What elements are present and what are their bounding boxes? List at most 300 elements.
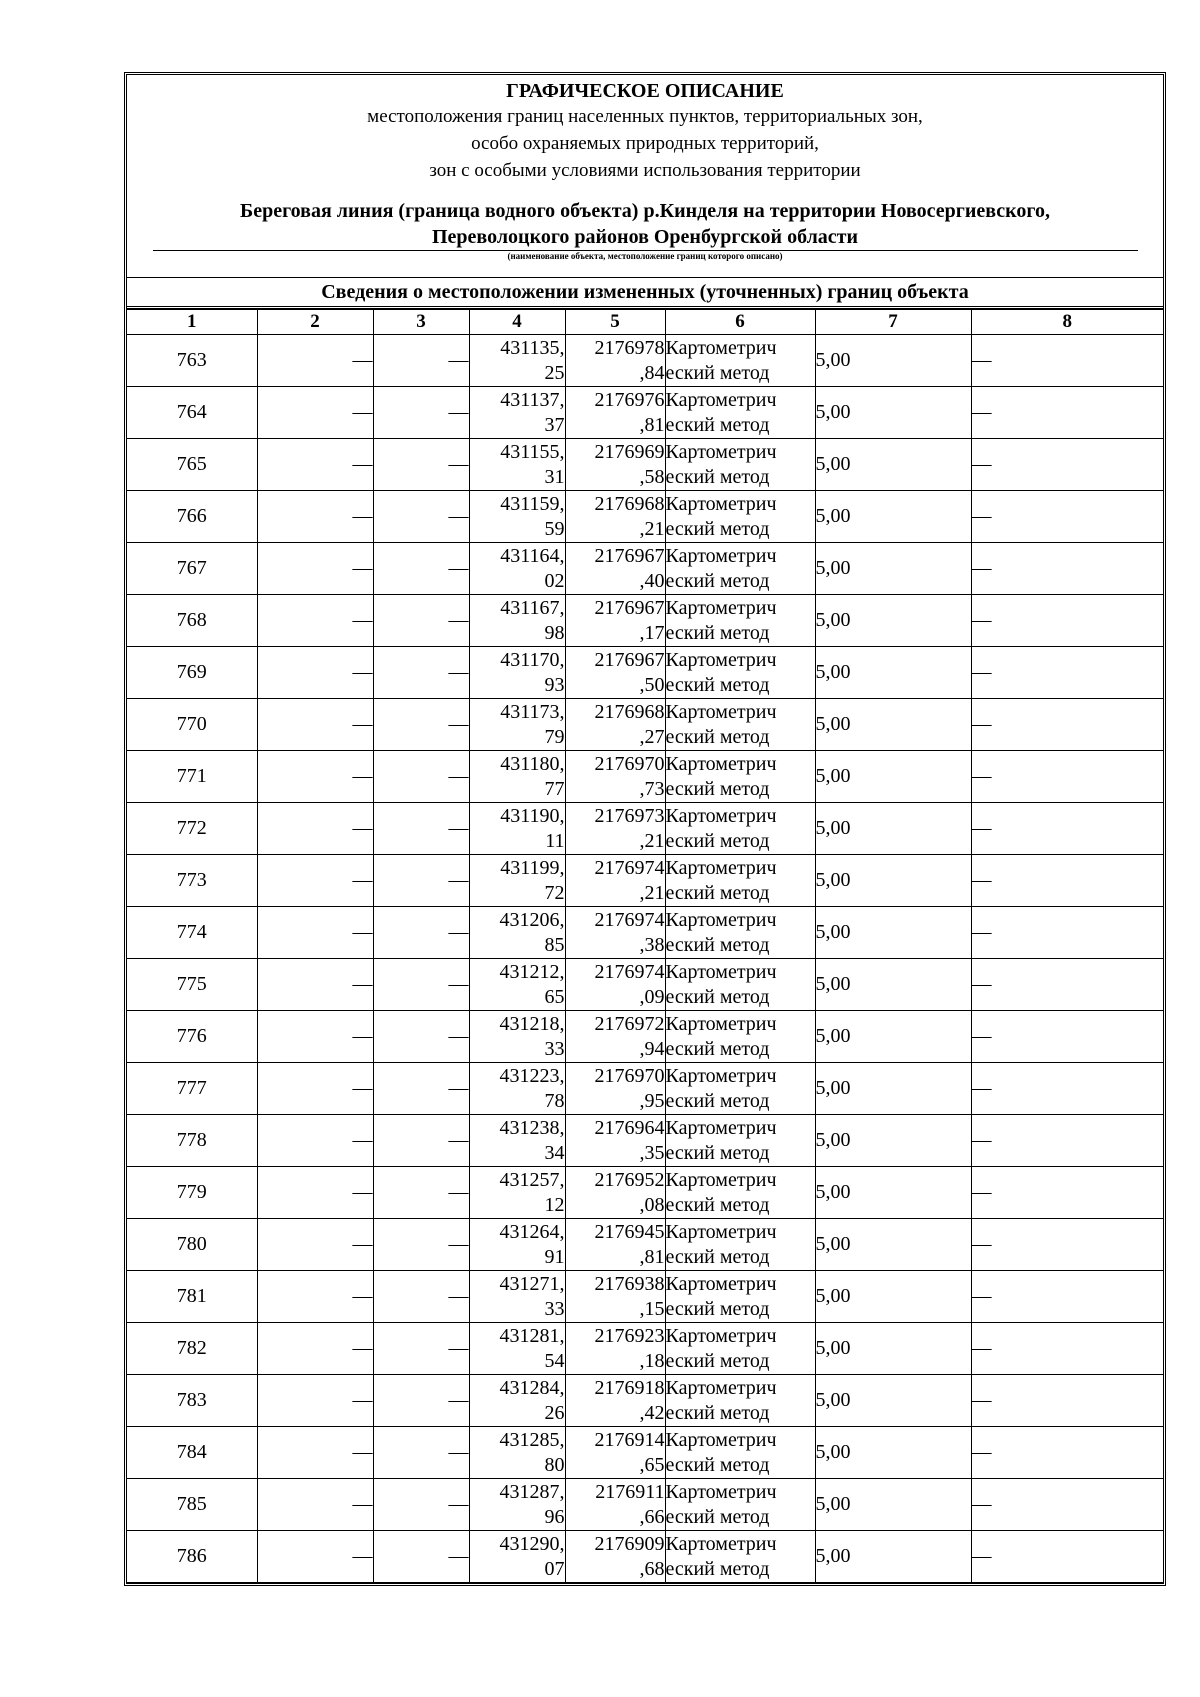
point-number: 785 bbox=[127, 1479, 257, 1531]
coordinate-y-part1: 2176967 bbox=[594, 596, 665, 619]
table-row bbox=[127, 439, 1163, 491]
precision-cell: 5,00 bbox=[815, 1479, 971, 1531]
method-cell bbox=[665, 1479, 815, 1531]
coordinate-x bbox=[469, 1011, 565, 1063]
coordinate-y-part2: ,18 bbox=[639, 1349, 665, 1372]
cell-col2: — bbox=[257, 439, 373, 491]
cell-col2: — bbox=[257, 647, 373, 699]
coordinate-y bbox=[565, 959, 665, 1011]
coordinate-y bbox=[565, 1323, 665, 1375]
cell-col8: — bbox=[971, 1479, 1163, 1531]
precision-cell: 5,00 bbox=[815, 335, 971, 387]
precision-cell: 5,00 bbox=[815, 1167, 971, 1219]
cell-col2: — bbox=[257, 1271, 373, 1323]
method-part2: еский метод bbox=[665, 1297, 770, 1320]
method-part1: Картометрич bbox=[665, 908, 777, 931]
method-part2: еский метод bbox=[665, 1245, 770, 1268]
table-row bbox=[127, 335, 1163, 387]
coordinate-y-part1: 2176972 bbox=[594, 1012, 665, 1035]
coordinate-x-part1: 431264, bbox=[499, 1220, 565, 1243]
coordinate-x-part2: 25 bbox=[544, 361, 565, 384]
coordinate-x-part2: 34 bbox=[544, 1141, 565, 1164]
cell-col3: — bbox=[373, 959, 469, 1011]
method-part1: Картометрич bbox=[665, 1168, 777, 1191]
cell-col2: — bbox=[257, 543, 373, 595]
coordinate-y-part2: ,42 bbox=[639, 1401, 665, 1424]
coordinate-y-part2: ,40 bbox=[639, 569, 665, 592]
coordinate-x-part1: 431167, bbox=[500, 596, 565, 619]
method-cell bbox=[665, 543, 815, 595]
method-part2: еский метод bbox=[665, 621, 770, 644]
coordinate-x-part2: 26 bbox=[544, 1401, 565, 1424]
coordinate-x-part1: 431206, bbox=[499, 908, 565, 931]
method-part1: Картометрич bbox=[665, 648, 777, 671]
cell-col2: — bbox=[257, 387, 373, 439]
method-part2: еский метод bbox=[665, 673, 770, 696]
method-part1: Картометрич bbox=[665, 1428, 777, 1451]
coordinate-y-part2: ,94 bbox=[639, 1037, 665, 1060]
method-cell bbox=[665, 1115, 815, 1167]
cell-col8: — bbox=[971, 335, 1163, 387]
precision-cell: 5,00 bbox=[815, 1115, 971, 1167]
coordinate-y-part2: ,58 bbox=[639, 465, 665, 488]
method-cell bbox=[665, 1219, 815, 1271]
precision-cell: 5,00 bbox=[815, 959, 971, 1011]
coordinate-y-part2: ,65 bbox=[639, 1453, 665, 1476]
coordinate-x-part1: 431164, bbox=[500, 544, 565, 567]
coordinate-y bbox=[565, 699, 665, 751]
table-row bbox=[127, 491, 1163, 543]
cell-col2: — bbox=[257, 1531, 373, 1583]
precision-cell: 5,00 bbox=[815, 491, 971, 543]
method-cell bbox=[665, 335, 815, 387]
method-cell bbox=[665, 1375, 815, 1427]
coordinate-x bbox=[469, 1219, 565, 1271]
document-frame bbox=[124, 72, 1166, 1586]
table-row bbox=[127, 1063, 1163, 1115]
coordinate-y bbox=[565, 1375, 665, 1427]
point-number: 775 bbox=[127, 959, 257, 1011]
coordinate-y bbox=[565, 1427, 665, 1479]
coordinate-x-part2: 79 bbox=[544, 725, 565, 748]
cell-col3: — bbox=[373, 1479, 469, 1531]
method-part1: Картометрич bbox=[665, 1012, 777, 1035]
cell-col2: — bbox=[257, 751, 373, 803]
cell-col2: — bbox=[257, 1479, 373, 1531]
method-part1: Картометрич bbox=[665, 1064, 777, 1087]
coordinate-y-part2: ,50 bbox=[639, 673, 665, 696]
table-row bbox=[127, 1219, 1163, 1271]
coordinate-x bbox=[469, 751, 565, 803]
point-number: 782 bbox=[127, 1323, 257, 1375]
coordinate-x bbox=[469, 439, 565, 491]
coordinate-x-part1: 431173, bbox=[500, 700, 565, 723]
coordinate-x-part2: 07 bbox=[544, 1557, 565, 1580]
coordinate-y-part1: 2176973 bbox=[594, 804, 665, 827]
cell-col8: — bbox=[971, 647, 1163, 699]
coordinate-x-part1: 431281, bbox=[499, 1324, 565, 1347]
method-part1: Картометрич bbox=[665, 856, 777, 879]
coordinate-y-part2: ,21 bbox=[639, 829, 665, 852]
coordinate-x bbox=[469, 335, 565, 387]
cell-col3: — bbox=[373, 387, 469, 439]
cell-col3: — bbox=[373, 751, 469, 803]
coordinate-x-part1: 431238, bbox=[499, 1116, 565, 1139]
point-number: 766 bbox=[127, 491, 257, 543]
cell-col8: — bbox=[971, 959, 1163, 1011]
precision-cell: 5,00 bbox=[815, 907, 971, 959]
column-header: 6 bbox=[665, 310, 815, 335]
method-part1: Картометрич bbox=[665, 752, 777, 775]
coordinate-x-part1: 431290, bbox=[499, 1532, 565, 1555]
coordinate-x-part1: 431257, bbox=[499, 1168, 565, 1191]
precision-cell: 5,00 bbox=[815, 1271, 971, 1323]
table-row bbox=[127, 387, 1163, 439]
coordinate-x-part2: 96 bbox=[544, 1505, 565, 1528]
method-part1: Картометрич bbox=[665, 1220, 777, 1243]
column-header: 3 bbox=[373, 310, 469, 335]
coordinate-x bbox=[469, 1427, 565, 1479]
cell-col3: — bbox=[373, 803, 469, 855]
document-header bbox=[127, 75, 1163, 278]
coordinate-y-part2: ,27 bbox=[639, 725, 665, 748]
cell-col8: — bbox=[971, 1219, 1163, 1271]
cell-col8: — bbox=[971, 907, 1163, 959]
cell-col8: — bbox=[971, 1011, 1163, 1063]
method-part2: еский метод bbox=[665, 1193, 770, 1216]
method-cell bbox=[665, 959, 815, 1011]
coordinate-x-part1: 431190, bbox=[500, 804, 565, 827]
method-cell bbox=[665, 1271, 815, 1323]
table-row bbox=[127, 1323, 1163, 1375]
coordinate-x-part2: 72 bbox=[544, 881, 565, 904]
point-number: 771 bbox=[127, 751, 257, 803]
precision-cell: 5,00 bbox=[815, 595, 971, 647]
table-row bbox=[127, 1427, 1163, 1479]
method-part1: Картометрич bbox=[665, 1532, 777, 1555]
coordinate-x-part2: 65 bbox=[544, 985, 565, 1008]
coordinate-x-part1: 431137, bbox=[500, 388, 565, 411]
method-cell bbox=[665, 595, 815, 647]
coordinate-y-part1: 2176938 bbox=[594, 1272, 665, 1295]
point-number: 783 bbox=[127, 1375, 257, 1427]
table-row bbox=[127, 1271, 1163, 1323]
method-cell bbox=[665, 1323, 815, 1375]
coordinate-y bbox=[565, 855, 665, 907]
coordinate-y-part2: ,15 bbox=[639, 1297, 665, 1320]
coordinate-y-part1: 2176952 bbox=[594, 1168, 665, 1191]
precision-cell: 5,00 bbox=[815, 1063, 971, 1115]
method-part2: еский метод bbox=[665, 1089, 770, 1112]
cell-col3: — bbox=[373, 647, 469, 699]
point-number: 776 bbox=[127, 1011, 257, 1063]
coordinate-x-part1: 431135, bbox=[500, 336, 565, 359]
point-number: 763 bbox=[127, 335, 257, 387]
point-number: 773 bbox=[127, 855, 257, 907]
table-row bbox=[127, 751, 1163, 803]
cell-col3: — bbox=[373, 335, 469, 387]
coordinate-x-part1: 431199, bbox=[500, 856, 565, 879]
method-part1: Картометрич bbox=[665, 1272, 777, 1295]
column-header: 1 bbox=[127, 310, 257, 335]
coordinate-y-part1: 2176909 bbox=[594, 1532, 665, 1555]
cell-col2: — bbox=[257, 491, 373, 543]
coordinate-y-part2: ,21 bbox=[639, 881, 665, 904]
precision-cell: 5,00 bbox=[815, 1011, 971, 1063]
coordinate-y-part1: 2176974 bbox=[594, 856, 665, 879]
method-cell bbox=[665, 855, 815, 907]
method-cell bbox=[665, 1011, 815, 1063]
precision-cell: 5,00 bbox=[815, 1323, 971, 1375]
cell-col2: — bbox=[257, 1427, 373, 1479]
method-part1: Картометрич bbox=[665, 544, 777, 567]
cell-col8: — bbox=[971, 751, 1163, 803]
method-part1: Картометрич bbox=[665, 596, 777, 619]
precision-cell: 5,00 bbox=[815, 647, 971, 699]
cell-col3: — bbox=[373, 1063, 469, 1115]
method-part2: еский метод bbox=[665, 1141, 770, 1164]
precision-cell: 5,00 bbox=[815, 387, 971, 439]
point-number: 772 bbox=[127, 803, 257, 855]
table-row bbox=[127, 959, 1163, 1011]
coordinate-y bbox=[565, 439, 665, 491]
subtitle-line: особо охраняемых природных территорий, bbox=[471, 133, 819, 154]
method-part2: еский метод bbox=[665, 829, 770, 852]
column-header: 2 bbox=[257, 310, 373, 335]
table-row bbox=[127, 543, 1163, 595]
table-row bbox=[127, 855, 1163, 907]
coordinate-y-part1: 2176911 bbox=[595, 1480, 665, 1503]
coordinate-x-part2: 77 bbox=[544, 777, 565, 800]
coordinate-y bbox=[565, 1531, 665, 1583]
coordinate-x-part1: 431223, bbox=[499, 1064, 565, 1087]
cell-col2: — bbox=[257, 1011, 373, 1063]
precision-cell: 5,00 bbox=[815, 1219, 971, 1271]
table-row bbox=[127, 1479, 1163, 1531]
point-number: 780 bbox=[127, 1219, 257, 1271]
object-name bbox=[127, 198, 1163, 250]
method-part1: Картометрич bbox=[665, 1324, 777, 1347]
method-cell bbox=[665, 699, 815, 751]
coordinate-y-part1: 2176964 bbox=[594, 1116, 665, 1139]
coordinate-x-part1: 431218, bbox=[499, 1012, 565, 1035]
coordinate-y-part2: ,81 bbox=[639, 1245, 665, 1268]
coordinate-x bbox=[469, 1115, 565, 1167]
coordinate-x bbox=[469, 1531, 565, 1583]
coordinate-x-part2: 37 bbox=[544, 413, 565, 436]
method-part1: Картометрич bbox=[665, 1376, 777, 1399]
method-part2: еский метод bbox=[665, 725, 770, 748]
coordinate-x-part2: 02 bbox=[544, 569, 565, 592]
cell-col3: — bbox=[373, 907, 469, 959]
coordinate-x bbox=[469, 1479, 565, 1531]
point-number: 774 bbox=[127, 907, 257, 959]
cell-col2: — bbox=[257, 1063, 373, 1115]
method-part1: Картометрич bbox=[665, 1480, 777, 1503]
precision-cell: 5,00 bbox=[815, 439, 971, 491]
point-number: 786 bbox=[127, 1531, 257, 1583]
coordinate-x-part1: 431170, bbox=[500, 648, 565, 671]
point-number: 781 bbox=[127, 1271, 257, 1323]
coordinate-y-part1: 2176969 bbox=[594, 440, 665, 463]
method-cell bbox=[665, 803, 815, 855]
table-row bbox=[127, 595, 1163, 647]
coordinate-y bbox=[565, 1063, 665, 1115]
coordinate-x-part2: 54 bbox=[544, 1349, 565, 1372]
coordinate-x bbox=[469, 855, 565, 907]
method-cell bbox=[665, 1427, 815, 1479]
table-row bbox=[127, 1531, 1163, 1583]
cell-col3: — bbox=[373, 1115, 469, 1167]
coordinate-x bbox=[469, 699, 565, 751]
precision-cell: 5,00 bbox=[815, 803, 971, 855]
method-cell bbox=[665, 1063, 815, 1115]
cell-col3: — bbox=[373, 491, 469, 543]
cell-col8: — bbox=[971, 491, 1163, 543]
method-part1: Картометрич bbox=[665, 960, 777, 983]
table-row bbox=[127, 1115, 1163, 1167]
coordinate-y bbox=[565, 335, 665, 387]
coordinate-x bbox=[469, 1167, 565, 1219]
cell-col8: — bbox=[971, 1167, 1163, 1219]
method-part2: еский метод bbox=[665, 413, 770, 436]
subtitle-line: местоположения границ населенных пунктов, территориальных зон, bbox=[367, 106, 923, 127]
coordinate-y bbox=[565, 491, 665, 543]
method-part2: еский метод bbox=[665, 985, 770, 1008]
coordinate-x-part1: 431287, bbox=[499, 1480, 565, 1503]
cell-col2: — bbox=[257, 959, 373, 1011]
coordinate-y-part1: 2176974 bbox=[594, 908, 665, 931]
point-number: 764 bbox=[127, 387, 257, 439]
cell-col8: — bbox=[971, 1271, 1163, 1323]
coordinate-x-part1: 431271, bbox=[499, 1272, 565, 1295]
coordinate-y-part2: ,81 bbox=[639, 413, 665, 436]
coordinate-x-part2: 93 bbox=[544, 673, 565, 696]
coordinate-y bbox=[565, 1479, 665, 1531]
cell-col8: — bbox=[971, 1323, 1163, 1375]
precision-cell: 5,00 bbox=[815, 543, 971, 595]
coordinate-y bbox=[565, 595, 665, 647]
method-cell bbox=[665, 439, 815, 491]
coordinate-y-part1: 2176945 bbox=[594, 1220, 665, 1243]
cell-col3: — bbox=[373, 1427, 469, 1479]
cell-col2: — bbox=[257, 1167, 373, 1219]
cell-col2: — bbox=[257, 595, 373, 647]
method-part1: Картометрич bbox=[665, 700, 777, 723]
coordinate-y-part2: ,73 bbox=[639, 777, 665, 800]
coordinate-y-part1: 2176974 bbox=[594, 960, 665, 983]
cell-col8: — bbox=[971, 387, 1163, 439]
coordinate-y-part1: 2176968 bbox=[594, 492, 665, 515]
coordinate-y-part2: ,17 bbox=[639, 621, 665, 644]
cell-col2: — bbox=[257, 803, 373, 855]
point-number: 767 bbox=[127, 543, 257, 595]
column-header: 7 bbox=[815, 310, 971, 335]
coordinate-x bbox=[469, 491, 565, 543]
column-header: 4 bbox=[469, 310, 565, 335]
method-part2: еский метод bbox=[665, 881, 770, 904]
method-part2: еский метод bbox=[665, 361, 770, 384]
method-part1: Картометрич bbox=[665, 804, 777, 827]
cell-col8: — bbox=[971, 1115, 1163, 1167]
subtitle-line: зон с особыми условиями использования территории bbox=[429, 160, 861, 181]
coordinate-y-part1: 2176968 bbox=[594, 700, 665, 723]
object-name-line: Береговая линия (граница водного объекта) р.Кинделя на территории Новосергиевского, bbox=[240, 200, 1050, 222]
precision-cell: 5,00 bbox=[815, 1375, 971, 1427]
point-number: 765 bbox=[127, 439, 257, 491]
coordinate-y bbox=[565, 647, 665, 699]
coordinate-y bbox=[565, 387, 665, 439]
coordinate-x bbox=[469, 647, 565, 699]
table-row bbox=[127, 907, 1163, 959]
table-row bbox=[127, 1167, 1163, 1219]
cell-col8: — bbox=[971, 1063, 1163, 1115]
cell-col2: — bbox=[257, 1323, 373, 1375]
coordinate-y bbox=[565, 1011, 665, 1063]
cell-col3: — bbox=[373, 1011, 469, 1063]
coordinate-y-part2: ,84 bbox=[639, 361, 665, 384]
coordinate-x bbox=[469, 959, 565, 1011]
cell-col8: — bbox=[971, 855, 1163, 907]
table-row bbox=[127, 699, 1163, 751]
object-name-line: Переволоцкого районов Оренбургской области bbox=[431, 226, 859, 248]
coordinate-x bbox=[469, 803, 565, 855]
coordinate-y bbox=[565, 907, 665, 959]
coordinate-x-part2: 59 bbox=[544, 517, 565, 540]
cell-col2: — bbox=[257, 1219, 373, 1271]
method-part2: еский метод bbox=[665, 569, 770, 592]
coordinate-y-part1: 2176978 bbox=[594, 336, 665, 359]
coordinate-x-part2: 33 bbox=[544, 1297, 565, 1320]
column-header: 5 bbox=[565, 310, 665, 335]
coordinate-x bbox=[469, 595, 565, 647]
cell-col2: — bbox=[257, 1375, 373, 1427]
precision-cell: 5,00 bbox=[815, 699, 971, 751]
cell-col8: — bbox=[971, 1375, 1163, 1427]
cell-col2: — bbox=[257, 1115, 373, 1167]
method-part1: Картометрич bbox=[665, 440, 777, 463]
method-part2: еский метод bbox=[665, 777, 770, 800]
cell-col3: — bbox=[373, 439, 469, 491]
cell-col3: — bbox=[373, 1271, 469, 1323]
cell-col3: — bbox=[373, 1375, 469, 1427]
coordinate-y bbox=[565, 803, 665, 855]
cell-col2: — bbox=[257, 335, 373, 387]
method-cell bbox=[665, 907, 815, 959]
point-number: 769 bbox=[127, 647, 257, 699]
coordinate-y-part2: ,95 bbox=[639, 1089, 665, 1112]
coordinate-y-part1: 2176970 bbox=[594, 752, 665, 775]
coordinate-y-part2: ,38 bbox=[639, 933, 665, 956]
cell-col3: — bbox=[373, 1323, 469, 1375]
cell-col2: — bbox=[257, 699, 373, 751]
point-number: 770 bbox=[127, 699, 257, 751]
cell-col8: — bbox=[971, 439, 1163, 491]
point-number: 784 bbox=[127, 1427, 257, 1479]
cell-col8: — bbox=[971, 1427, 1163, 1479]
coordinate-y-part1: 2176976 bbox=[594, 388, 665, 411]
method-part2: еский метод bbox=[665, 1557, 770, 1580]
method-part1: Картометрич bbox=[665, 492, 777, 515]
method-part1: Картометрич bbox=[665, 1116, 777, 1139]
coordinate-x-part1: 431284, bbox=[499, 1376, 565, 1399]
method-part1: Картометрич bbox=[665, 336, 777, 359]
cell-col3: — bbox=[373, 1531, 469, 1583]
coordinate-y bbox=[565, 1115, 665, 1167]
coordinate-x-part2: 98 bbox=[544, 621, 565, 644]
coordinate-x-part1: 431212, bbox=[499, 960, 565, 983]
method-cell bbox=[665, 1531, 815, 1583]
